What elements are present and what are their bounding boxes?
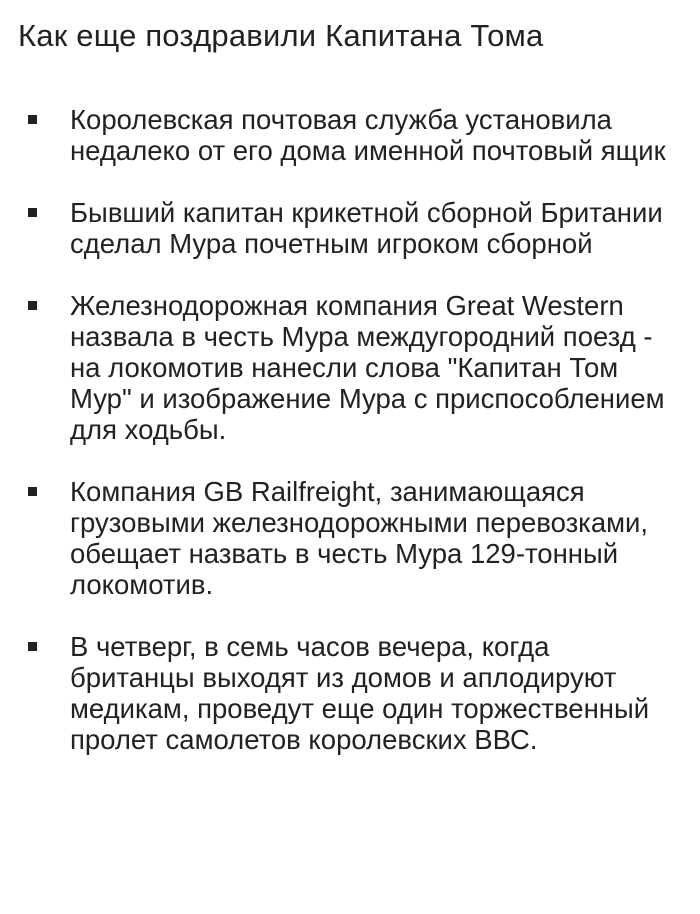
list-item <box>18 631 680 755</box>
list-item <box>18 290 680 445</box>
square-bullet-icon <box>28 301 37 310</box>
square-bullet-icon <box>28 115 37 124</box>
list-item-text: Железнодорожная компания Great Western назвала в честь Мура междугородний поезд - на локомотив нанесли слова "Капитан Том Мур" и изображение Мура с приспособлением для ходьбы. <box>70 290 665 445</box>
list-item <box>18 197 680 259</box>
square-bullet-icon <box>28 642 37 651</box>
list-item-text: Компания GB Railfreight, занимающаяся грузовыми железнодорожными перевозками, обещает назвать в честь Мура 129-тонный локомотив. <box>70 476 649 600</box>
list-item <box>18 104 680 166</box>
list-item-text: В четверг, в семь часов вечера, когда британцы выходят из домов и аплодируют медикам, проведут еще один торжественный пролет самолетов королевских ВВС. <box>70 631 650 755</box>
square-bullet-icon <box>28 487 37 496</box>
page-title: Как еще поздравили Капитана Тома <box>18 18 544 53</box>
list-item-text: Королевская почтовая служба установила недалеко от его дома именной почтовый ящик <box>70 104 666 166</box>
list-item <box>18 476 680 600</box>
square-bullet-icon <box>28 208 37 217</box>
list-item-text: Бывший капитан крикетной сборной Британии сделал Мура почетным игроком сборной <box>70 197 663 259</box>
bullet-list <box>18 104 680 755</box>
